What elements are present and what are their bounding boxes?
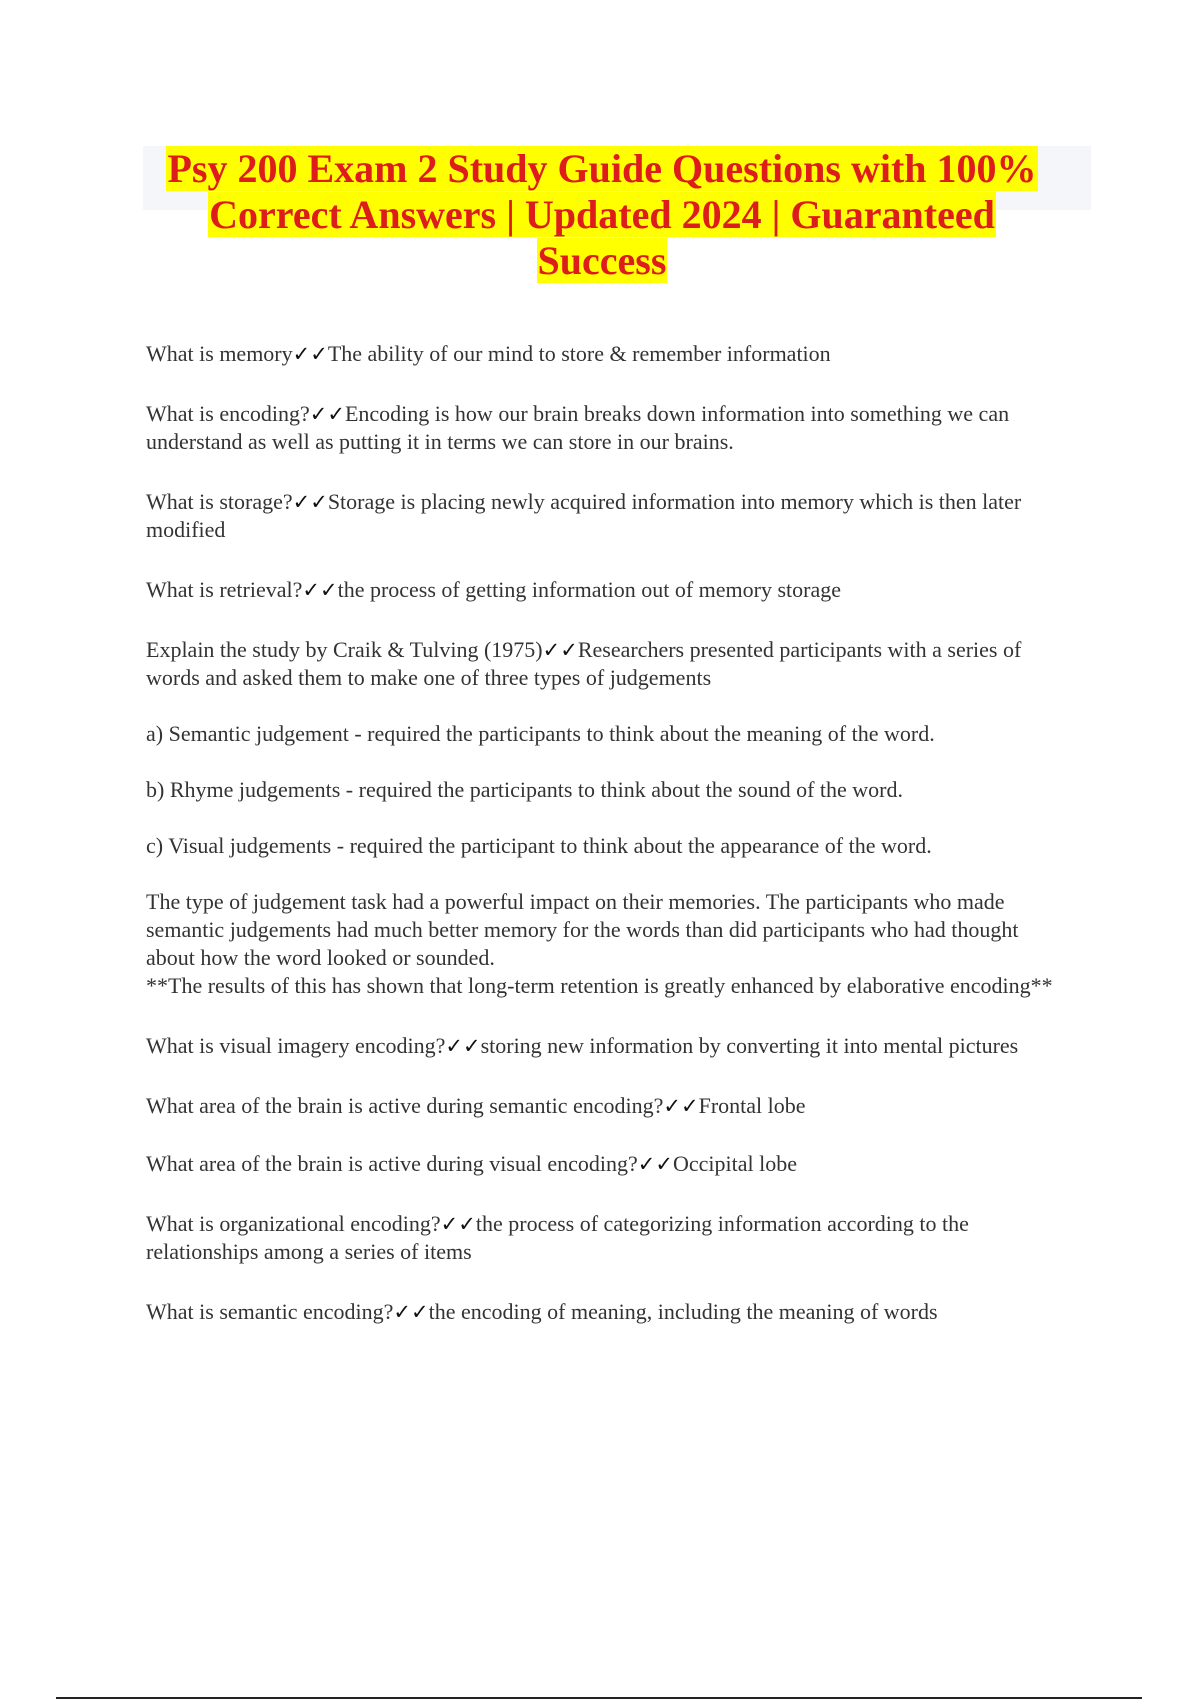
qa-item-craik-tulving: [146, 636, 1066, 692]
qa-item-organizational: [146, 1210, 1066, 1266]
answer-text: Encoding is how our brain breaks down information into something we can understand as well as putting it in terms we can store in our brains.: [146, 401, 1010, 454]
question-text: What is visual imagery encoding?: [146, 1033, 446, 1058]
answer-text: Researchers presented participants with a series of words and asked them to make one of three types of judgements: [146, 637, 1022, 690]
judgement-semantic: a) Semantic judgement - required the participants to think about the meaning of the word.: [146, 721, 935, 746]
answer-text: the process of getting information out of memory storage: [337, 577, 842, 602]
double-check-icon: ✓✓: [292, 342, 328, 366]
judgement-visual: c) Visual judgements - required the participant to think about the appearance of the word.: [146, 833, 932, 858]
judgement-rhyme: b) Rhyme judgements - required the participants to think about the sound of the word.: [146, 777, 904, 802]
answer-text: Occipital lobe: [672, 1151, 797, 1176]
question-text: Explain the study by Craik & Tulving (1975): [146, 637, 543, 662]
document-title: [150, 146, 1054, 284]
answer-text: the encoding of meaning, including the meaning of words: [428, 1299, 938, 1324]
question-text: What is memory: [146, 341, 293, 366]
study-guide-content: [146, 340, 1066, 1326]
qa-item-semantic-encoding: [146, 1298, 1066, 1326]
double-check-icon: ✓✓: [309, 402, 345, 426]
qa-item-storage: [146, 488, 1066, 544]
answer-text: the process of categorizing information according to the relationships among a series of items: [146, 1211, 969, 1264]
double-check-icon: ✓✓: [440, 1212, 476, 1236]
double-check-icon: ✓✓: [302, 578, 338, 602]
question-text: What area of the brain is active during semantic encoding?: [146, 1093, 664, 1118]
double-check-icon: ✓✓: [663, 1094, 699, 1118]
qa-item-memory: [146, 340, 1066, 368]
double-check-icon: ✓✓: [292, 490, 328, 514]
title-highlight: Psy 200 Exam 2 Study Guide Questions with 100% Correct Answers | Updated 2024 | Guaranteed Success: [167, 146, 1037, 283]
qa-item-semantic-area: [146, 1092, 1066, 1120]
double-check-icon: ✓✓: [542, 638, 578, 662]
question-text: What area of the brain is active during visual encoding?: [146, 1151, 638, 1176]
qa-item-visual-area: [146, 1150, 1066, 1178]
qa-item-visual-imagery: [146, 1032, 1066, 1060]
question-text: What is semantic encoding?: [146, 1299, 394, 1324]
question-text: What is storage?: [146, 489, 293, 514]
question-text: What is organizational encoding?: [146, 1211, 441, 1236]
qa-item-encoding: [146, 400, 1066, 456]
page-bottom-rule: [56, 1697, 1142, 1699]
answer-text: Frontal lobe: [698, 1093, 806, 1118]
double-check-icon: ✓✓: [393, 1300, 429, 1324]
study-results-paragraph: The type of judgement task had a powerful impact on their memories. The participants who made semantic judgements had much better memory for the words than did participants who had thought about how the word looked or sounded. **The results of this has shown that long-term retention is greatly enhanced by elaborative encoding**: [146, 889, 1053, 998]
question-text: What is retrieval?: [146, 577, 303, 602]
qa-item-retrieval: [146, 576, 1066, 604]
answer-text: Storage is placing newly acquired information into memory which is then later modified: [146, 489, 1022, 542]
answer-text: The ability of our mind to store & remember information: [327, 341, 831, 366]
double-check-icon: ✓✓: [445, 1034, 481, 1058]
answer-text: storing new information by converting it into mental pictures: [480, 1033, 1019, 1058]
question-text: What is encoding?: [146, 401, 310, 426]
double-check-icon: ✓✓: [637, 1152, 673, 1176]
